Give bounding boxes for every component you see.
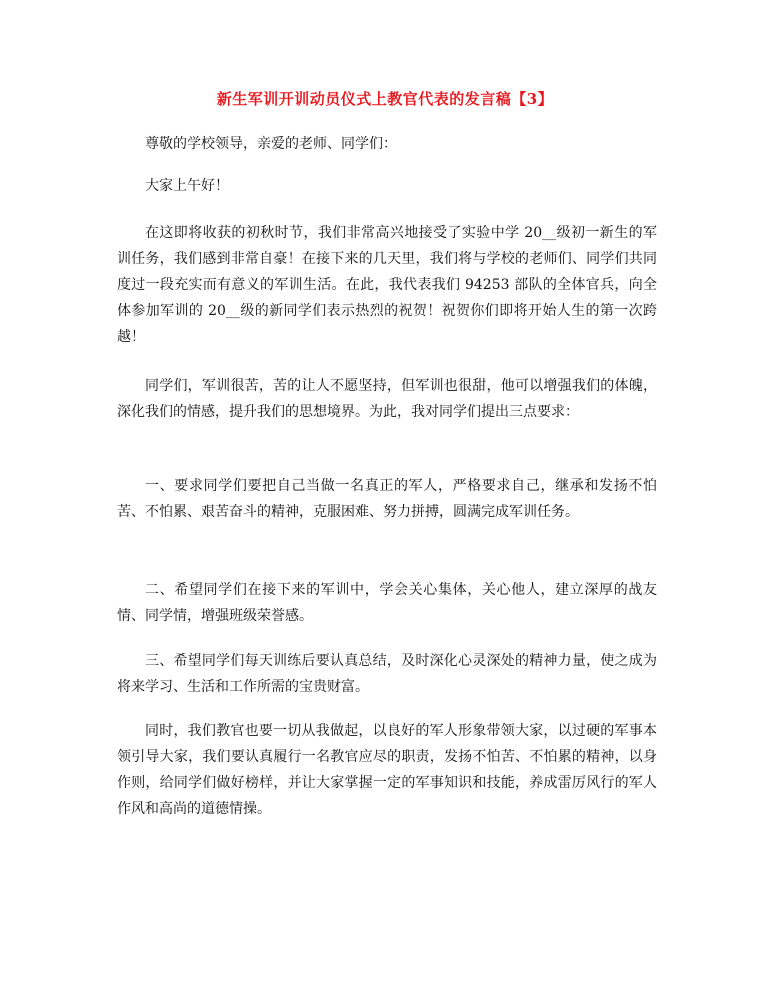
requirement-two-paragraph: 二、希望同学们在接下来的军训中，学会关心集体，关心他人，建立深厚的战友情、同学情，增强班级荣誉感。 <box>117 582 657 624</box>
body-paragraph: 同学们，军训很苦，苦的让人不愿坚持，但军训也很甜，他可以增强我们的体魄，深化我们的情感，提升我们的思想境界。为此，我对同学们提出三点要求： <box>117 378 657 420</box>
intro-paragraph: 在这即将收获的初秋时节，我们非常高兴地接受了实验中学 20__级初一新生的军训任务，我们感到非常自豪！在接下来的几天里，我们将与学校的老师们、同学们共同度过一段充实而有意义的军训生活。在此，我代表我们 94253 部队的全体官兵，向全体参加军训的 20__级的新同学们表示热烈的祝贺！祝贺你们即将开始人生的第一次跨越！ <box>117 225 657 345</box>
greeting-paragraph: 大家上午好！ <box>145 178 229 194</box>
requirement-three-paragraph: 三、希望同学们每天训练后要认真总结，及时深化心灵深处的精神力量，使之成为将来学习、生活和工作所需的宝贵财富。 <box>117 653 657 695</box>
closing-paragraph: 同时，我们教官也要一切从我做起，以良好的军人形象带领大家，以过硬的军事本领引导大家，我们要认真履行一名教官应尽的职责，发扬不怕苦、不怕累的精神，以身作则，给同学们做好榜样，并让大家掌握一定的军事知识和技能，养成雷厉风行的军人作风和高尚的道德情操。 <box>117 723 657 817</box>
salutation-paragraph: 尊敬的学校领导，亲爱的老师、同学们： <box>145 136 397 152</box>
document-title: 新生军训开训动员仪式上教官代表的发言稿【3】 <box>216 90 554 108</box>
requirement-one-paragraph: 一、要求同学们要把自己当做一名真正的军人，严格要求自己，继承和发扬不怕苦、不怕累、艰苦奋斗的精神，克服困难、努力拼搏，圆满完成军训任务。 <box>117 478 657 520</box>
